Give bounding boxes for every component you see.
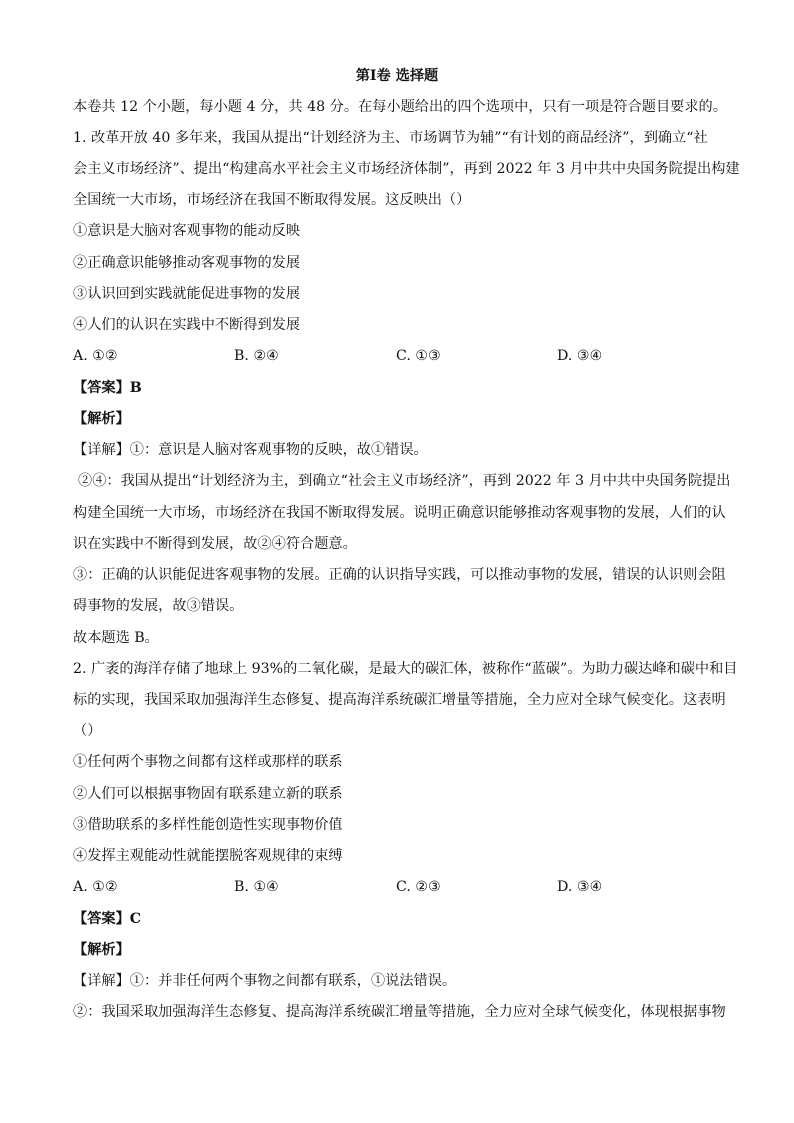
q2-item: ④发挥主观能动性就能摆脱客观规律的束缚 — [73, 848, 343, 864]
q2-answer: 【答案】C — [73, 911, 142, 927]
q2-stem-line: 标的实现，我国采取加强海洋生态修复、提高海洋系统碳汇增量等措施，全力应对全球气候变化。这表明 — [73, 692, 726, 708]
section-title: 第Ⅰ卷 选择题 — [355, 68, 439, 84]
q2-option-a: A. ①② — [73, 879, 118, 895]
q2-stem-line: （） — [73, 723, 102, 739]
q1-stem-line: 全国统一大市场，市场经济在我国不断取得发展。这反映出（） — [73, 192, 471, 208]
q1-analysis-line: 【详解】①：意识是人脑对客观事物的反映，故①错误。 — [73, 442, 428, 458]
q2-stem-line: 2. 广袤的海洋存储了地球上 93%的二氧化碳，是最大的碳汇体，被称作“蓝碳”。为助力碳达峰和碳中和目 — [73, 661, 738, 677]
q2-option-c: C. ②③ — [396, 879, 441, 895]
q1-answer: 【答案】B — [73, 380, 142, 396]
q1-analysis-line: 碍事物的发展，故③错误。 — [73, 598, 244, 614]
q2-item: ①任何两个事物之间都有这样或那样的联系 — [73, 754, 343, 770]
q1-analysis-line: 故本题选 B。 — [73, 630, 159, 646]
q1-option-b: B. ②④ — [234, 348, 279, 364]
q1-item: ③认识回到实践就能促进事物的发展 — [73, 286, 301, 302]
q1-analysis-label: 【解析】 — [73, 411, 130, 427]
q2-analysis-line: 【详解】①：并非任何两个事物之间都有联系，①说法错误。 — [73, 973, 457, 989]
q2-option-d: D. ③④ — [557, 879, 603, 895]
q1-item: ④人们的认识在实践中不断得到发展 — [73, 317, 301, 333]
q1-analysis-line: ②④：我国从提出“计划经济为主，到确立“社会主义市场经济”，再到 2022 年 3 月中共中央国务院提出 — [78, 473, 731, 489]
q1-analysis-line: 识在实践中不断得到发展，故②④符合题意。 — [73, 536, 357, 552]
q2-item: ③借助联系的多样性能创造性实现事物价值 — [73, 817, 343, 833]
q1-analysis-line: 构建全国统一大市场，市场经济在我国不断取得发展。说明正确意识能够推动客观事物的发展，人们的认 — [73, 505, 726, 521]
q1-stem-line: 1. 改革开放 40 多年来，我国从提出“计划经济为主、市场调节为辅”“有计划的商品经济”，到确立“社 — [73, 130, 708, 146]
q1-item: ①意识是大脑对客观事物的能动反映 — [73, 223, 301, 239]
instructions: 本卷共 12 个小题，每小题 4 分，共 48 分。在每小题给出的四个选项中，只有一项是符合题目要求的。 — [73, 99, 727, 115]
q2-analysis-line: ②：我国采取加强海洋生态修复、提高海洋系统碳汇增量等措施，全力应对全球气候变化，体现根据事物 — [73, 1004, 726, 1020]
q1-analysis-line: ③：正确的认识能促进客观事物的发展。正确的认识指导实践，可以推动事物的发展，错误的认识则会阻 — [73, 567, 726, 583]
q1-option-d: D. ③④ — [557, 348, 603, 364]
q2-analysis-label: 【解析】 — [73, 942, 130, 958]
q2-option-b: B. ①④ — [234, 879, 279, 895]
q1-stem-line: 会主义市场经济”、提出“构建高水平社会主义市场经济体制”，再到 2022 年 3 月中共中央国务院提出构建 — [73, 161, 740, 177]
q2-item: ②人们可以根据事物固有联系建立新的联系 — [73, 786, 343, 802]
q1-option-a: A. ①② — [73, 348, 118, 364]
q1-option-c: C. ①③ — [396, 348, 441, 364]
q1-item: ②正确意识能够推动客观事物的发展 — [73, 255, 301, 271]
